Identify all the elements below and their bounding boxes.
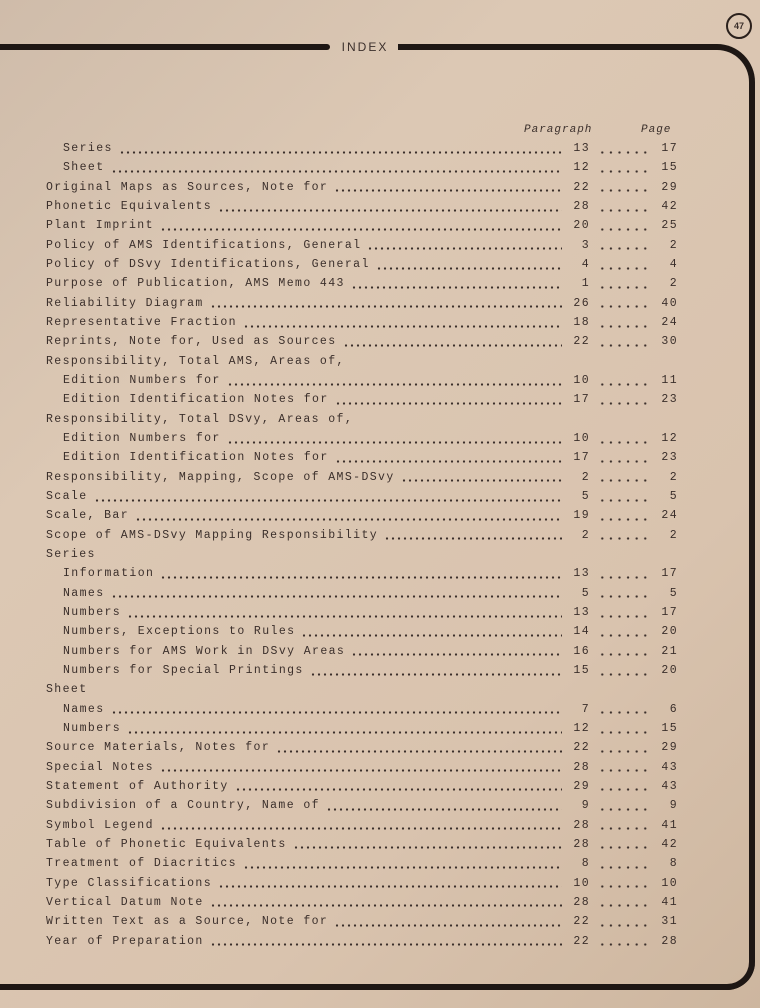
page-reference: 20 xyxy=(661,664,678,678)
entry-term: Treatment of Diacritics xyxy=(46,857,237,871)
index-heading xyxy=(46,545,678,564)
index-entry xyxy=(46,274,678,293)
page-reference: 12 xyxy=(661,432,678,446)
paragraph-number: 10 xyxy=(573,374,590,388)
leader-dots xyxy=(596,897,648,907)
entry-term: Purpose of Publication, AMS Memo 443 xyxy=(46,277,345,291)
entry-term: Special Notes xyxy=(46,760,154,774)
column-header-paragraph: Paragraph xyxy=(524,124,593,136)
index-entry xyxy=(46,294,678,313)
paragraph-number: 2 xyxy=(581,470,590,484)
leader-dots xyxy=(276,743,562,753)
index-entry xyxy=(46,642,678,661)
leader-dots xyxy=(596,666,648,676)
column-header-page: Page xyxy=(641,124,672,136)
page-number-circle: 47 xyxy=(726,13,752,39)
paragraph-number: 5 xyxy=(581,586,590,600)
leader-dots xyxy=(596,724,648,734)
index-entry xyxy=(46,564,678,583)
index-entry xyxy=(46,178,678,197)
leader-dots xyxy=(243,318,562,328)
leader-dots xyxy=(210,298,562,308)
entry-term: Edition Identification Notes for xyxy=(63,451,329,465)
paragraph-number: 8 xyxy=(581,857,590,871)
page-reference: 10 xyxy=(661,876,678,890)
index-entry xyxy=(46,584,678,603)
paragraph-number: 22 xyxy=(573,915,590,929)
page-reference: 24 xyxy=(661,316,678,330)
leader-dots xyxy=(111,163,562,173)
index-entry xyxy=(46,487,678,506)
leader-dots xyxy=(596,936,648,946)
leader-dots xyxy=(210,936,562,946)
leader-dots xyxy=(335,395,562,405)
leader-dots xyxy=(111,588,562,598)
page-reference: 23 xyxy=(661,451,678,465)
entry-term: Vertical Datum Note xyxy=(46,895,204,909)
entry-term: Representative Fraction xyxy=(46,316,237,330)
leader-dots xyxy=(384,530,562,540)
leader-dots xyxy=(111,704,562,714)
leader-dots xyxy=(596,260,648,270)
paragraph-number: 28 xyxy=(573,760,590,774)
entry-term: Scale, Bar xyxy=(46,509,130,523)
leader-dots xyxy=(335,453,562,463)
entry-term: Policy of DSvy Identifications, General xyxy=(46,258,370,272)
page-reference: 29 xyxy=(661,180,678,194)
leader-dots xyxy=(596,569,648,579)
index-entry xyxy=(46,931,678,950)
leader-dots xyxy=(596,762,648,772)
leader-dots xyxy=(227,434,562,444)
entry-term: Edition Identification Notes for xyxy=(63,393,329,407)
page-reference: 15 xyxy=(661,722,678,735)
leader-dots xyxy=(596,917,648,927)
paragraph-number: 16 xyxy=(573,644,590,658)
paragraph-number: 2 xyxy=(581,528,590,542)
leader-dots xyxy=(119,144,562,154)
index-entry xyxy=(46,526,678,545)
page-reference: 21 xyxy=(661,644,678,658)
paragraph-number: 22 xyxy=(573,335,590,349)
entry-term: Reliability Diagram xyxy=(46,296,204,310)
paragraph-number: 5 xyxy=(581,490,590,504)
index-entry xyxy=(46,661,678,680)
paragraph-number: 28 xyxy=(573,200,590,214)
entry-term: Source Materials, Notes for xyxy=(46,741,271,755)
leader-dots xyxy=(596,608,648,618)
index-entry xyxy=(46,700,678,719)
entry-term: Names xyxy=(63,702,105,716)
leader-dots xyxy=(596,337,648,347)
entry-term: Scope of AMS-DSvy Mapping Responsibility xyxy=(46,528,379,542)
index-entries xyxy=(46,139,678,951)
page-reference: 43 xyxy=(661,760,678,774)
page-reference: 2 xyxy=(669,277,678,291)
leader-dots xyxy=(127,724,562,734)
leader-dots xyxy=(160,569,562,579)
leader-dots xyxy=(596,453,648,463)
leader-dots xyxy=(334,917,562,927)
paragraph-number: 28 xyxy=(573,818,590,832)
page-reference: 42 xyxy=(661,200,678,214)
leader-dots xyxy=(596,163,648,173)
leader-dots xyxy=(596,492,648,502)
index-entry xyxy=(46,893,678,912)
paragraph-number: 1 xyxy=(581,277,590,291)
index-entry xyxy=(46,371,678,390)
leader-dots xyxy=(596,646,648,656)
entry-term: Sheet xyxy=(63,161,105,175)
entry-term: Plant Imprint xyxy=(46,219,154,233)
leader-dots xyxy=(243,859,562,869)
index-entry xyxy=(46,622,678,641)
entry-term: Original Maps as Sources, Note for xyxy=(46,180,329,194)
leader-dots xyxy=(596,704,648,714)
paragraph-number: 17 xyxy=(573,451,590,465)
leader-dots xyxy=(596,221,648,231)
index-entry xyxy=(46,468,678,487)
leader-dots xyxy=(596,279,648,289)
entry-term: Numbers for AMS Work in DSvy Areas xyxy=(63,644,346,658)
leader-dots xyxy=(334,182,562,192)
paragraph-number: 10 xyxy=(573,432,590,446)
leader-dots xyxy=(596,530,648,540)
leader-dots xyxy=(160,221,562,231)
index-entry xyxy=(46,835,678,854)
paragraph-number: 18 xyxy=(573,316,590,330)
paragraph-number: 13 xyxy=(573,606,590,620)
leader-dots xyxy=(293,839,562,849)
leader-dots xyxy=(351,646,562,656)
leader-dots xyxy=(596,878,648,888)
entry-term: Type Classifications xyxy=(46,876,213,890)
page-reference: 2 xyxy=(669,470,678,484)
entry-term: Sheet xyxy=(46,683,88,697)
paragraph-number: 15 xyxy=(573,664,590,678)
leader-dots xyxy=(596,202,648,212)
leader-dots xyxy=(596,859,648,869)
leader-dots xyxy=(127,608,562,618)
index-heading xyxy=(46,410,678,429)
leader-dots xyxy=(596,588,648,598)
entry-term: Numbers xyxy=(63,722,122,735)
index-entry xyxy=(46,197,678,216)
entry-term: Responsibility, Mapping, Scope of AMS-DSvy xyxy=(46,470,395,484)
index-heading xyxy=(46,680,678,699)
paragraph-number: 28 xyxy=(573,895,590,909)
index-entry xyxy=(46,815,678,834)
index-entry xyxy=(46,158,678,177)
paragraph-number: 20 xyxy=(573,219,590,233)
leader-dots xyxy=(596,801,648,811)
leader-dots xyxy=(401,472,562,482)
paragraph-number: 14 xyxy=(573,625,590,639)
index-entry xyxy=(46,603,678,622)
page-reference: 5 xyxy=(669,586,678,600)
index-entry xyxy=(46,429,678,448)
leader-dots xyxy=(310,666,562,676)
leader-dots xyxy=(227,376,562,386)
page-reference: 20 xyxy=(661,625,678,639)
leader-dots xyxy=(596,839,648,849)
leader-dots xyxy=(218,878,562,888)
paragraph-number: 13 xyxy=(573,142,590,156)
index-entry xyxy=(46,796,678,815)
paragraph-number: 7 xyxy=(581,702,590,716)
entry-term: Responsibility, Total DSvy, Areas of, xyxy=(46,412,354,426)
entry-term: Names xyxy=(63,586,105,600)
leader-dots xyxy=(596,511,648,521)
index-entry xyxy=(46,448,678,467)
index-entry xyxy=(46,777,678,796)
page-reference: 17 xyxy=(661,142,678,156)
paragraph-number: 3 xyxy=(581,238,590,252)
index-entry xyxy=(46,738,678,757)
entry-term: Year of Preparation xyxy=(46,934,204,948)
leader-dots xyxy=(218,202,562,212)
entry-term: Statement of Authority xyxy=(46,779,229,793)
index-title: INDEX xyxy=(341,40,389,54)
page-reference: 2 xyxy=(669,238,678,252)
page-reference: 43 xyxy=(661,779,678,793)
page-reference: 31 xyxy=(661,915,678,929)
paragraph-number: 12 xyxy=(573,161,590,175)
page-reference: 6 xyxy=(669,702,678,716)
index-entry xyxy=(46,216,678,235)
page-reference: 30 xyxy=(661,335,678,349)
leader-dots xyxy=(376,260,562,270)
index-entry xyxy=(46,236,678,255)
paragraph-number: 28 xyxy=(573,837,590,851)
page-reference: 8 xyxy=(669,857,678,871)
leader-dots xyxy=(367,240,562,250)
page-reference: 29 xyxy=(661,741,678,755)
paragraph-number: 10 xyxy=(573,876,590,890)
leader-dots xyxy=(301,627,562,637)
page-reference: 41 xyxy=(661,895,678,909)
index-entry xyxy=(46,332,678,351)
leader-dots xyxy=(596,182,648,192)
entry-term: Table of Phonetic Equivalents xyxy=(46,837,287,851)
entry-term: Numbers xyxy=(63,606,122,620)
page-reference: 17 xyxy=(661,606,678,620)
page-reference: 9 xyxy=(669,799,678,813)
leader-dots xyxy=(596,395,648,405)
leader-dots xyxy=(596,472,648,482)
entry-term: Series xyxy=(63,142,113,156)
leader-dots xyxy=(596,376,648,386)
page-reference: 41 xyxy=(661,818,678,832)
entry-term: Responsibility, Total AMS, Areas of, xyxy=(46,354,345,368)
leader-dots xyxy=(596,434,648,444)
index-entry xyxy=(46,313,678,332)
leader-dots xyxy=(596,820,648,830)
index-entry xyxy=(46,758,678,777)
leader-dots xyxy=(596,627,648,637)
page-reference: 25 xyxy=(661,219,678,233)
leader-dots xyxy=(596,144,648,154)
entry-term: Policy of AMS Identifications, General xyxy=(46,238,362,252)
index-entry xyxy=(46,912,678,931)
page-reference: 11 xyxy=(661,374,678,388)
paragraph-number: 13 xyxy=(573,567,590,581)
paragraph-number: 9 xyxy=(581,799,590,813)
entry-term: Numbers, Exceptions to Rules xyxy=(63,625,296,639)
paragraph-number: 22 xyxy=(573,180,590,194)
entry-term: Edition Numbers for xyxy=(63,432,221,446)
paragraph-number: 26 xyxy=(573,296,590,310)
leader-dots xyxy=(596,318,648,328)
leader-dots xyxy=(235,781,562,791)
page-reference: 15 xyxy=(661,161,678,175)
entry-term: Reprints, Note for, Used as Sources xyxy=(46,335,337,349)
leader-dots xyxy=(160,762,562,772)
page-reference: 28 xyxy=(661,934,678,948)
index-entry xyxy=(46,719,678,738)
page-reference: 23 xyxy=(661,393,678,407)
index-entry xyxy=(46,873,678,892)
entry-term: Symbol Legend xyxy=(46,818,154,832)
paragraph-number: 22 xyxy=(573,934,590,948)
index-entry xyxy=(46,255,678,274)
leader-dots xyxy=(596,781,648,791)
index-entry xyxy=(46,139,678,158)
page-reference: 5 xyxy=(669,490,678,504)
leader-dots xyxy=(326,801,562,811)
leader-dots xyxy=(135,511,562,521)
leader-dots xyxy=(343,337,562,347)
paragraph-number: 17 xyxy=(573,393,590,407)
entry-term: Written Text as a Source, Note for xyxy=(46,915,329,929)
leader-dots xyxy=(596,240,648,250)
leader-dots xyxy=(351,279,562,289)
paragraph-number: 29 xyxy=(573,779,590,793)
index-entry xyxy=(46,390,678,409)
leader-dots xyxy=(596,298,648,308)
page-reference: 17 xyxy=(661,567,678,581)
entry-term: Edition Numbers for xyxy=(63,374,221,388)
entry-term: Series xyxy=(46,548,96,562)
entry-term: Scale xyxy=(46,490,88,504)
paragraph-number: 4 xyxy=(581,258,590,272)
index-entry xyxy=(46,854,678,873)
entry-term: Phonetic Equivalents xyxy=(46,200,213,214)
paragraph-number: 22 xyxy=(573,741,590,755)
leader-dots xyxy=(94,492,562,502)
paragraph-number: 19 xyxy=(573,509,590,523)
page-reference: 42 xyxy=(661,837,678,851)
entry-term: Numbers for Special Printings xyxy=(63,664,304,678)
entry-term: Information xyxy=(63,567,155,581)
page-reference: 2 xyxy=(669,528,678,542)
leader-dots xyxy=(596,743,648,753)
index-entry xyxy=(46,506,678,525)
leader-dots xyxy=(210,897,562,907)
page-reference: 4 xyxy=(669,258,678,272)
entry-term: Subdivision of a Country, Name of xyxy=(46,799,320,813)
page-reference: 24 xyxy=(661,509,678,523)
leader-dots xyxy=(160,820,562,830)
index-heading xyxy=(46,352,678,371)
page-reference: 40 xyxy=(661,296,678,310)
paragraph-number: 12 xyxy=(573,722,590,735)
